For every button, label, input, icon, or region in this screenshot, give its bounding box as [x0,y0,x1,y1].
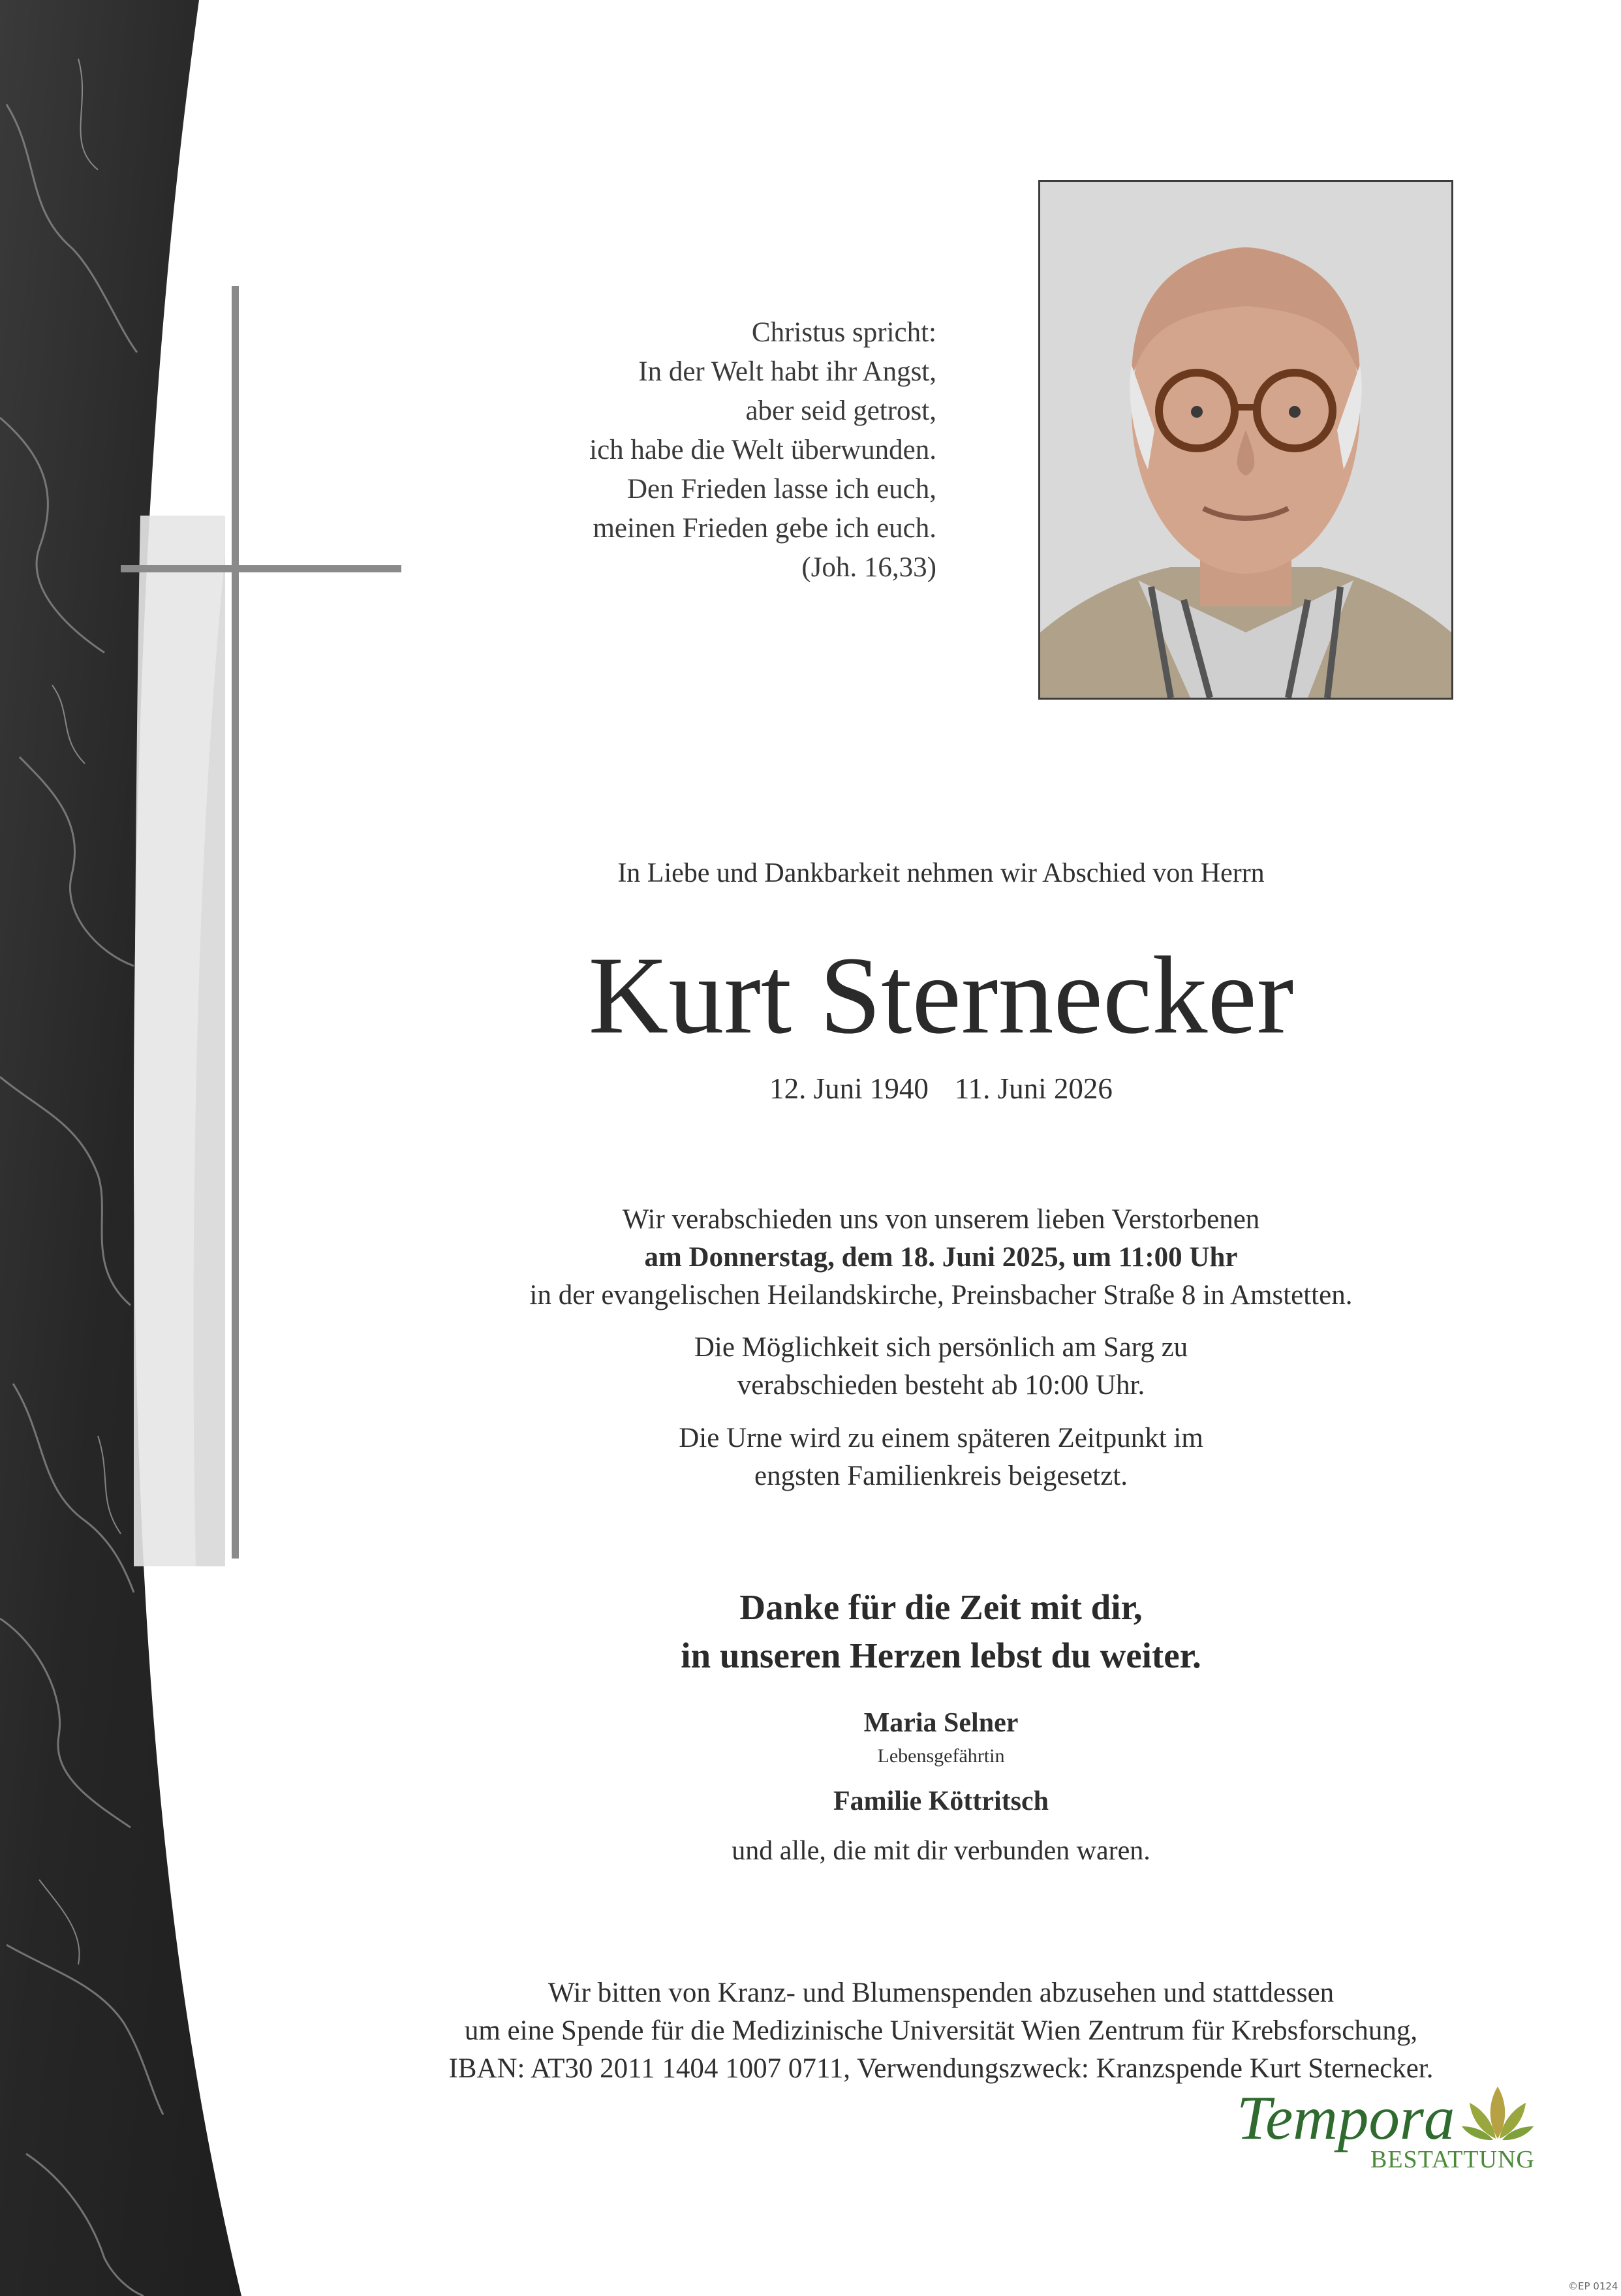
deceased-name: Kurt Sternecker [588,934,1294,1057]
quote-line: Den Frieden lasse ich euch, [626,474,936,504]
mourners-closing: und alle, die mit dir verbunden waren. [732,1836,1150,1866]
bible-quote [457,313,936,587]
intro-text: In Liebe und Dankbarkeit nehmen wir Abschied von Herrn [617,858,1265,888]
portrait-image [1040,182,1451,698]
coffin-line: Die Möglichkeit sich persönlich am Sarg zu [694,1332,1188,1363]
document-code: ©EP 0124 [1568,2280,1618,2292]
thanks-line: Danke für die Zeit mit dir, [739,1587,1143,1627]
service-date: am Donnerstag, dem 18. Juni 2025, um 11:00 Uhr [644,1242,1238,1273]
coffin-info [261,1329,1621,1404]
quote-line: Christus spricht: [751,317,936,348]
service-location: in der evangelischen Heilandskirche, Preinsbacher Straße 8 in Amstetten. [529,1280,1353,1311]
logo-wordmark: Tempora [1237,2083,1455,2152]
donation-line: Wir bitten von Kranz- und Blumenspenden abzusehen und stattdessen [548,1978,1335,2008]
service-line: Wir verabschieden uns von unserem lieben Verstorbenen [622,1204,1260,1235]
logo-subtitle: BESTATTUNG [1370,2146,1535,2173]
birth-date: 12. Juni 1940 [769,1072,929,1105]
death-date: 11. Juni 2026 [954,1072,1113,1105]
urn-line: Die Urne wird zu einem späteren Zeitpunkt im [679,1423,1203,1453]
coffin-line: verabschieden besteht ab 10:00 Uhr. [737,1370,1145,1401]
life-dates [261,1072,1621,1106]
mourner-family: Familie Köttritsch [833,1786,1049,1816]
funeral-home-logo [1237,2082,1537,2180]
quote-line: ich habe die Welt überwunden. [589,435,936,465]
service-info [261,1201,1621,1314]
lotus-leaf-icon [1462,2083,1534,2142]
urn-info [261,1419,1621,1495]
donation-iban: IBAN: AT30 2011 1404 1007 0711, Verwendungszweck: Kranzspende Kurt Sternecker. [448,2053,1434,2084]
donation-line: um eine Spende für die Medizinische Universität Wien Zentrum für Krebsforschung, [464,2015,1418,2046]
portrait-photo [1038,180,1453,700]
urn-line: engsten Familienkreis beigesetzt. [754,1461,1128,1491]
quote-line: aber seid getrost, [745,396,936,426]
thanks-message [261,1583,1621,1680]
donation-request [261,1974,1621,2088]
thanks-line: in unseren Herzen lebst du weiter. [681,1636,1201,1675]
quote-line: In der Welt habt ihr Angst, [638,356,936,387]
quote-line: meinen Frieden gebe ich euch. [593,513,936,544]
mourner-role: Lebensgefährtin [877,1745,1005,1767]
mourner-name: Maria Selner [863,1708,1019,1738]
quote-reference: (Joh. 16,33) [801,552,936,583]
